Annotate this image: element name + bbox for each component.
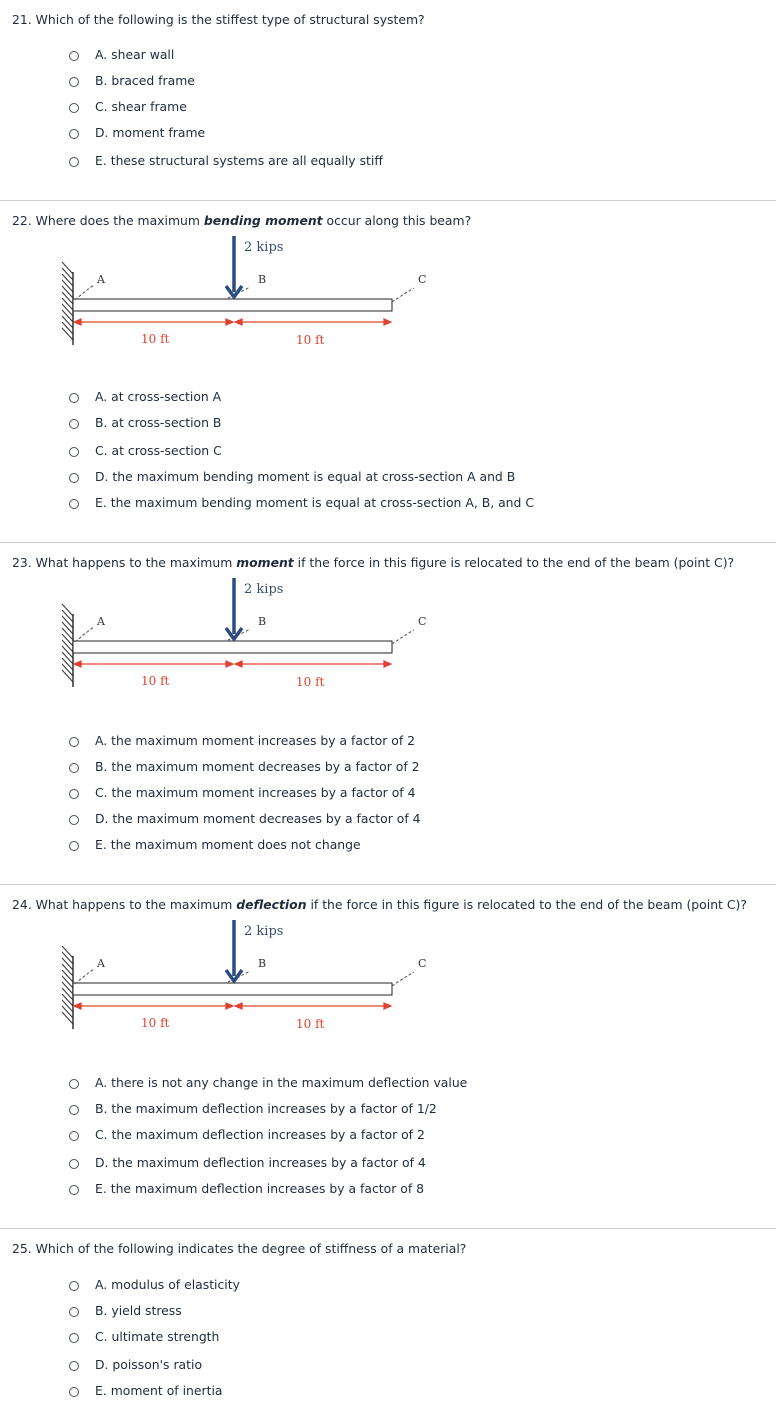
- option-25-a[interactable]: A. modulus of elasticity: [95, 1277, 240, 1292]
- beam-drawing: [62, 920, 426, 1031]
- hatch-line: [62, 652, 73, 664]
- option-21-d[interactable]: D. moment frame: [95, 125, 206, 140]
- option-24-d[interactable]: D. the maximum deflection increases by a factor of 4: [95, 1155, 426, 1170]
- arrowhead: [384, 319, 391, 325]
- radio-21-a[interactable]: [69, 51, 79, 61]
- hatch-line: [62, 640, 73, 652]
- point-a-label: A: [97, 957, 105, 970]
- point-b-label: B: [258, 957, 267, 970]
- hatch-line: [62, 964, 73, 976]
- divider: [0, 884, 776, 885]
- hatch-line: [62, 664, 73, 676]
- wall-hatching: [62, 946, 73, 1024]
- option-21-a[interactable]: A. shear wall: [95, 47, 175, 62]
- hatch-line: [62, 604, 73, 616]
- option-23-b[interactable]: B. the maximum moment decreases by a factor of 2: [95, 759, 420, 774]
- hatch-line: [62, 304, 73, 316]
- radio-24-c[interactable]: [69, 1131, 79, 1141]
- radio-22-a[interactable]: [69, 393, 79, 403]
- radio-24-d[interactable]: [69, 1159, 79, 1169]
- point-a-label: A: [97, 615, 105, 628]
- question-22-prompt: 22. Where does the maximum bending moment occur along this beam?: [12, 213, 472, 228]
- hatch-line: [62, 646, 73, 658]
- hatch-line: [62, 952, 73, 964]
- arrowhead: [235, 319, 242, 325]
- option-23-d[interactable]: D. the maximum moment decreases by a factor of 4: [95, 811, 421, 826]
- arrowhead: [226, 319, 233, 325]
- option-25-b[interactable]: B. yield stress: [95, 1303, 182, 1318]
- arrowhead: [74, 661, 81, 667]
- hatch-line: [62, 970, 73, 982]
- hatch-line: [62, 622, 73, 634]
- point-c-label: C: [418, 957, 427, 970]
- radio-22-e[interactable]: [69, 499, 79, 509]
- deflection-curve-a: [75, 627, 94, 642]
- hatch-line: [62, 982, 73, 994]
- span-left-label: 10 ft: [141, 1016, 170, 1030]
- hatch-line: [62, 322, 73, 334]
- hatch-line: [62, 988, 73, 1000]
- radio-25-d[interactable]: [69, 1361, 79, 1371]
- load-label: 2 kips: [244, 582, 284, 597]
- span-left-label: 10 ft: [141, 674, 170, 688]
- arrowhead: [384, 1003, 391, 1009]
- option-21-c[interactable]: C. shear frame: [95, 99, 187, 114]
- option-25-e[interactable]: E. moment of inertia: [95, 1383, 223, 1398]
- hatch-line: [62, 310, 73, 322]
- span-right-label: 10 ft: [296, 1017, 325, 1031]
- beam: [73, 641, 392, 653]
- point-b-label: B: [258, 273, 267, 286]
- arrowhead: [74, 1003, 81, 1009]
- radio-25-a[interactable]: [69, 1281, 79, 1291]
- radio-24-e[interactable]: [69, 1185, 79, 1195]
- hatch-line: [62, 1006, 73, 1018]
- arrowhead: [235, 661, 242, 667]
- hatch-line: [62, 946, 73, 958]
- hatch-line: [62, 298, 73, 310]
- radio-23-d[interactable]: [69, 815, 79, 825]
- radio-23-b[interactable]: [69, 763, 79, 773]
- hatch-line: [62, 262, 73, 274]
- beam-drawing: [62, 236, 426, 347]
- deflection-curve-a: [75, 969, 94, 984]
- radio-22-d[interactable]: [69, 473, 79, 483]
- option-22-c[interactable]: C. at cross-section C: [95, 443, 222, 458]
- wall-hatching: [62, 604, 73, 682]
- dimension-lines: [74, 661, 391, 667]
- option-23-a[interactable]: A. the maximum moment increases by a factor of 2: [95, 733, 416, 748]
- hatch-line: [62, 316, 73, 328]
- beam-figure-22: [0, 230, 440, 355]
- radio-23-c[interactable]: [69, 789, 79, 799]
- question-25-prompt: 25. Which of the following indicates the degree of stiffness of a material?: [12, 1241, 467, 1256]
- hatch-line: [62, 274, 73, 286]
- radio-21-d[interactable]: [69, 129, 79, 139]
- hatch-line: [62, 994, 73, 1006]
- arrowhead: [226, 1003, 233, 1009]
- deflection-curve-c: [392, 972, 414, 986]
- deflection-curve-a: [75, 285, 94, 300]
- hatch-line: [62, 616, 73, 628]
- divider: [0, 1228, 776, 1229]
- radio-25-c[interactable]: [69, 1333, 79, 1343]
- arrowhead: [74, 319, 81, 325]
- divider: [0, 200, 776, 201]
- point-a-label: A: [97, 273, 105, 286]
- option-21-e[interactable]: E. these structural systems are all equally stiff: [95, 153, 383, 168]
- option-25-d[interactable]: D. poisson's ratio: [95, 1357, 203, 1372]
- option-22-d[interactable]: D. the maximum bending moment is equal at cross-section A and B: [95, 469, 516, 484]
- dimension-lines: [74, 319, 391, 325]
- radio-21-b[interactable]: [69, 77, 79, 87]
- radio-23-e[interactable]: [69, 841, 79, 851]
- load-label: 2 kips: [244, 924, 284, 939]
- span-left-label: 10 ft: [141, 332, 170, 346]
- load-label: 2 kips: [244, 240, 284, 255]
- point-c-label: C: [418, 273, 427, 286]
- hatch-line: [62, 628, 73, 640]
- deflection-curve-c: [392, 630, 414, 644]
- hatch-line: [62, 658, 73, 670]
- deflection-curve-c: [392, 288, 414, 302]
- radio-22-b[interactable]: [69, 419, 79, 429]
- wall-hatching: [62, 262, 73, 340]
- question-24-prompt: 24. What happens to the maximum deflection if the force in this figure is relocated to the end of the beam (point C)?: [12, 897, 747, 912]
- question-21-prompt: 21. Which of the following is the stiffest type of structural system?: [12, 12, 425, 27]
- hatch-line: [62, 280, 73, 292]
- hatch-line: [62, 610, 73, 622]
- option-24-b[interactable]: B. the maximum deflection increases by a factor of 1/2: [95, 1101, 437, 1116]
- beam-figure-23: [0, 572, 440, 697]
- dimension-lines: [74, 1003, 391, 1009]
- arrowhead: [226, 661, 233, 667]
- option-23-e[interactable]: E. the maximum moment does not change: [95, 837, 361, 852]
- option-23-c[interactable]: C. the maximum moment increases by a factor of 4: [95, 785, 416, 800]
- question-23-prompt: 23. What happens to the maximum moment if the force in this figure is relocated to the end of the beam (point C)?: [12, 555, 735, 570]
- radio-21-e[interactable]: [69, 157, 79, 167]
- point-c-label: C: [418, 615, 427, 628]
- beam-figure-24: [0, 914, 440, 1039]
- span-right-label: 10 ft: [296, 675, 325, 689]
- beam: [73, 983, 392, 995]
- option-21-b[interactable]: B. braced frame: [95, 73, 195, 88]
- hatch-line: [62, 268, 73, 280]
- radio-21-c[interactable]: [69, 103, 79, 113]
- radio-23-a[interactable]: [69, 737, 79, 747]
- option-25-c[interactable]: C. ultimate strength: [95, 1329, 220, 1344]
- option-24-c[interactable]: C. the maximum deflection increases by a factor of 2: [95, 1127, 425, 1142]
- span-right-label: 10 ft: [296, 333, 325, 347]
- beam-drawing: [62, 578, 426, 689]
- radio-22-c[interactable]: [69, 447, 79, 457]
- beam: [73, 299, 392, 311]
- option-22-e[interactable]: E. the maximum bending moment is equal at cross-section A, B, and C: [95, 495, 534, 510]
- hatch-line: [62, 634, 73, 646]
- radio-24-a[interactable]: [69, 1079, 79, 1089]
- point-b-label: B: [258, 615, 267, 628]
- hatch-line: [62, 286, 73, 298]
- radio-24-b[interactable]: [69, 1105, 79, 1115]
- radio-25-b[interactable]: [69, 1307, 79, 1317]
- hatch-line: [62, 292, 73, 304]
- hatch-line: [62, 670, 73, 682]
- hatch-line: [62, 976, 73, 988]
- option-22-b[interactable]: B. at cross-section B: [95, 415, 222, 430]
- hatch-line: [62, 1012, 73, 1024]
- hatch-line: [62, 958, 73, 970]
- divider: [0, 542, 776, 543]
- hatch-line: [62, 1000, 73, 1012]
- option-24-a[interactable]: A. there is not any change in the maximum deflection value: [95, 1075, 468, 1090]
- radio-25-e[interactable]: [69, 1387, 79, 1397]
- arrowhead: [384, 661, 391, 667]
- option-24-e[interactable]: E. the maximum deflection increases by a factor of 8: [95, 1181, 425, 1196]
- hatch-line: [62, 328, 73, 340]
- arrowhead: [235, 1003, 242, 1009]
- option-22-a[interactable]: A. at cross-section A: [95, 389, 222, 404]
